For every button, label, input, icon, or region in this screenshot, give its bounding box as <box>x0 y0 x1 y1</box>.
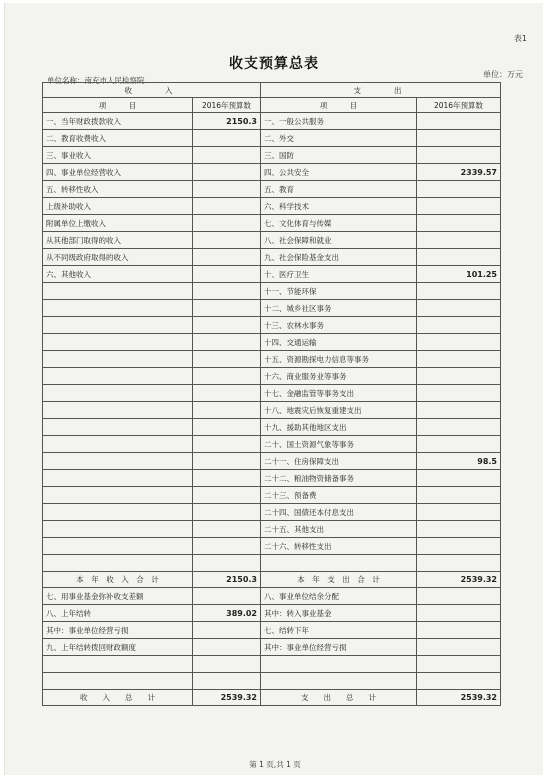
income-item <box>43 385 193 402</box>
expense-item: 二十四、国债还本付息支出 <box>261 504 417 521</box>
expense-item: 六、科学技术 <box>261 198 417 215</box>
income-item: 三、事业收入 <box>43 147 193 164</box>
table-row <box>43 453 501 470</box>
income-value <box>193 673 261 690</box>
expense-item: 五、教育 <box>261 181 417 198</box>
page-footer: 第 1 页,共 1 页 <box>249 760 301 769</box>
income-value <box>193 385 261 402</box>
income-value <box>193 164 261 181</box>
expense-value <box>417 317 501 334</box>
income-item <box>43 538 193 555</box>
expense-item: 十三、农林水事务 <box>261 317 417 334</box>
income-item <box>43 368 193 385</box>
table-row <box>43 538 501 555</box>
table-number: 表1 <box>513 34 527 43</box>
unit-name: 单位名称：南充市人民检察院 <box>47 76 145 85</box>
expense-item: 二十一、住房保障支出 <box>261 453 417 470</box>
expense-item <box>261 656 417 673</box>
expense-item: 二十三、预备费 <box>261 487 417 504</box>
income-budget-header: 2016年预算数 <box>193 98 261 113</box>
income-value <box>193 317 261 334</box>
page-title: 收支预算总表 <box>229 56 319 72</box>
expense-item: 十、医疗卫生 <box>261 266 417 283</box>
year-total-row <box>43 572 501 588</box>
currency-unit: 单位：万元 <box>483 70 523 79</box>
expense-item: 八、社会保障和就业 <box>261 232 417 249</box>
expense-value <box>417 402 501 419</box>
income-value <box>193 283 261 300</box>
expense-item: 四、公共安全 <box>261 164 417 181</box>
income-value <box>193 521 261 538</box>
income-item: 附属单位上缴收入 <box>43 215 193 232</box>
income-value <box>193 198 261 215</box>
income-value <box>193 504 261 521</box>
income-value <box>193 266 261 283</box>
expense-item: 十八、地震灾后恢复重建支出 <box>261 402 417 419</box>
income-item <box>43 283 193 300</box>
expense-value <box>417 656 501 673</box>
table-row <box>43 639 501 656</box>
table-row <box>43 232 501 249</box>
expense-item: 十一、节能环保 <box>261 283 417 300</box>
income-value <box>193 419 261 436</box>
table-row <box>43 351 501 368</box>
income-item <box>43 470 193 487</box>
expense-value <box>417 673 501 690</box>
expense-item: 二十六、转移性支出 <box>261 538 417 555</box>
expense-value <box>417 436 501 453</box>
income-value <box>193 470 261 487</box>
expense-value <box>417 521 501 538</box>
income-total-label: 本 年 收 入 合 计 <box>43 572 193 588</box>
expense-value <box>417 181 501 198</box>
expense-item: 二十二、粮油物资储备事务 <box>261 470 417 487</box>
income-item: 五、转移性收入 <box>43 181 193 198</box>
income-value <box>193 453 261 470</box>
income-value <box>193 588 261 605</box>
income-value <box>193 436 261 453</box>
table-row <box>43 368 501 385</box>
expense-value <box>417 147 501 164</box>
expense-item-header: 项 目 <box>261 98 417 113</box>
expense-grand-label: 支 出 总 计 <box>261 690 417 706</box>
table-row <box>43 470 501 487</box>
expense-item: 七、文化体育与传媒 <box>261 215 417 232</box>
income-item <box>43 334 193 351</box>
income-item: 从不同级政府取得的收入 <box>43 249 193 266</box>
income-value <box>193 622 261 639</box>
income-item <box>43 487 193 504</box>
expense-value <box>417 487 501 504</box>
table-row <box>43 504 501 521</box>
income-value <box>193 402 261 419</box>
table-row <box>43 622 501 639</box>
table-row <box>43 164 501 181</box>
expense-value <box>417 588 501 605</box>
expense-item: 七、结转下年 <box>261 622 417 639</box>
income-value <box>193 656 261 673</box>
expense-item: 十四、交通运输 <box>261 334 417 351</box>
expense-value <box>417 605 501 622</box>
expense-value <box>417 334 501 351</box>
income-value <box>193 181 261 198</box>
income-value <box>193 368 261 385</box>
expense-value <box>417 504 501 521</box>
income-item: 六、其他收入 <box>43 266 193 283</box>
expense-item: 八、事业单位结余分配 <box>261 588 417 605</box>
income-item: 七、用事业基金弥补收支差额 <box>43 588 193 605</box>
expense-value: 98.5 <box>417 453 501 470</box>
expense-item: 其中：事业单位经营亏损 <box>261 639 417 656</box>
table-row <box>43 656 501 673</box>
table-row <box>43 673 501 690</box>
income-value <box>193 538 261 555</box>
income-grand-label: 收 入 总 计 <box>43 690 193 706</box>
income-value <box>193 487 261 504</box>
expense-grand-value: 2539.32 <box>417 690 501 706</box>
expense-header: 支 出 <box>261 83 501 98</box>
table-row <box>43 283 501 300</box>
income-item <box>43 656 193 673</box>
expense-value <box>417 385 501 402</box>
expense-item: 十九、援助其他地区支出 <box>261 419 417 436</box>
table-row <box>43 130 501 147</box>
expense-item: 其中：转入事业基金 <box>261 605 417 622</box>
expense-value <box>417 232 501 249</box>
income-value <box>193 639 261 656</box>
expense-item: 二十、国土资源气象等事务 <box>261 436 417 453</box>
table-row <box>43 402 501 419</box>
income-item <box>43 402 193 419</box>
expense-item: 十五、资源勘探电力信息等事务 <box>261 351 417 368</box>
table-row <box>43 266 501 283</box>
table-row <box>43 300 501 317</box>
expense-value <box>417 470 501 487</box>
table-row <box>43 147 501 164</box>
income-item: 上级补助收入 <box>43 198 193 215</box>
expense-budget-header: 2016年预算数 <box>417 98 501 113</box>
income-value: 2150.3 <box>193 113 261 130</box>
expense-value <box>417 300 501 317</box>
income-item <box>43 351 193 368</box>
expense-total-value: 2539.32 <box>417 572 501 588</box>
expense-item: 九、社会保险基金支出 <box>261 249 417 266</box>
income-item: 其中：事业单位经营亏损 <box>43 622 193 639</box>
table-row <box>43 385 501 402</box>
income-item <box>43 555 193 572</box>
table-row <box>43 588 501 605</box>
table-row <box>43 215 501 232</box>
table-row <box>43 113 501 130</box>
income-item <box>43 317 193 334</box>
expense-item: 二十五、其他支出 <box>261 521 417 538</box>
income-header: 收 入 <box>43 83 261 98</box>
expense-item: 一、一般公共服务 <box>261 113 417 130</box>
income-item: 一、当年财政拨款收入 <box>43 113 193 130</box>
table-row <box>43 605 501 622</box>
income-value <box>193 351 261 368</box>
expense-value <box>417 368 501 385</box>
expense-value <box>417 283 501 300</box>
table-row <box>43 521 501 538</box>
income-item <box>43 419 193 436</box>
income-item <box>43 453 193 470</box>
income-value <box>193 334 261 351</box>
expense-value <box>417 113 501 130</box>
income-value <box>193 232 261 249</box>
table-row <box>43 198 501 215</box>
income-item <box>43 436 193 453</box>
table-row <box>43 487 501 504</box>
income-item <box>43 673 193 690</box>
table-row <box>43 181 501 198</box>
table-row <box>43 334 501 351</box>
expense-value <box>417 351 501 368</box>
income-value <box>193 249 261 266</box>
income-total-value: 2150.3 <box>193 572 261 588</box>
expense-value <box>417 419 501 436</box>
expense-item: 二、外交 <box>261 130 417 147</box>
income-item <box>43 521 193 538</box>
income-item <box>43 504 193 521</box>
grand-total-row <box>43 690 501 706</box>
expense-value <box>417 198 501 215</box>
expense-value <box>417 639 501 656</box>
expense-value: 101.25 <box>417 266 501 283</box>
expense-value <box>417 130 501 147</box>
expense-value <box>417 215 501 232</box>
table-row <box>43 436 501 453</box>
income-item: 四、事业单位经营收入 <box>43 164 193 181</box>
income-value <box>193 555 261 572</box>
table-row <box>43 419 501 436</box>
income-value: 389.02 <box>193 605 261 622</box>
table-row <box>43 555 501 572</box>
expense-value <box>417 249 501 266</box>
income-item: 二、教育收费收入 <box>43 130 193 147</box>
expense-item <box>261 555 417 572</box>
income-item: 从其他部门取得的收入 <box>43 232 193 249</box>
income-value <box>193 130 261 147</box>
income-item: 九、上年结转拨回财政额度 <box>43 639 193 656</box>
expense-value <box>417 538 501 555</box>
expense-item: 十二、城乡社区事务 <box>261 300 417 317</box>
expense-value: 2339.57 <box>417 164 501 181</box>
income-grand-value: 2539.32 <box>193 690 261 706</box>
expense-item <box>261 673 417 690</box>
expense-item: 三、国防 <box>261 147 417 164</box>
expense-value <box>417 622 501 639</box>
income-item-header: 项 目 <box>43 98 193 113</box>
income-item <box>43 300 193 317</box>
table-row <box>43 249 501 266</box>
expense-item: 十七、金融监管等事务支出 <box>261 385 417 402</box>
budget-table <box>42 82 501 706</box>
income-value <box>193 215 261 232</box>
expense-total-label: 本 年 支 出 合 计 <box>261 572 417 588</box>
expense-value <box>417 555 501 572</box>
table-row <box>43 317 501 334</box>
income-item: 八、上年结转 <box>43 605 193 622</box>
income-value <box>193 147 261 164</box>
expense-item: 十六、商业服务业等事务 <box>261 368 417 385</box>
income-value <box>193 300 261 317</box>
